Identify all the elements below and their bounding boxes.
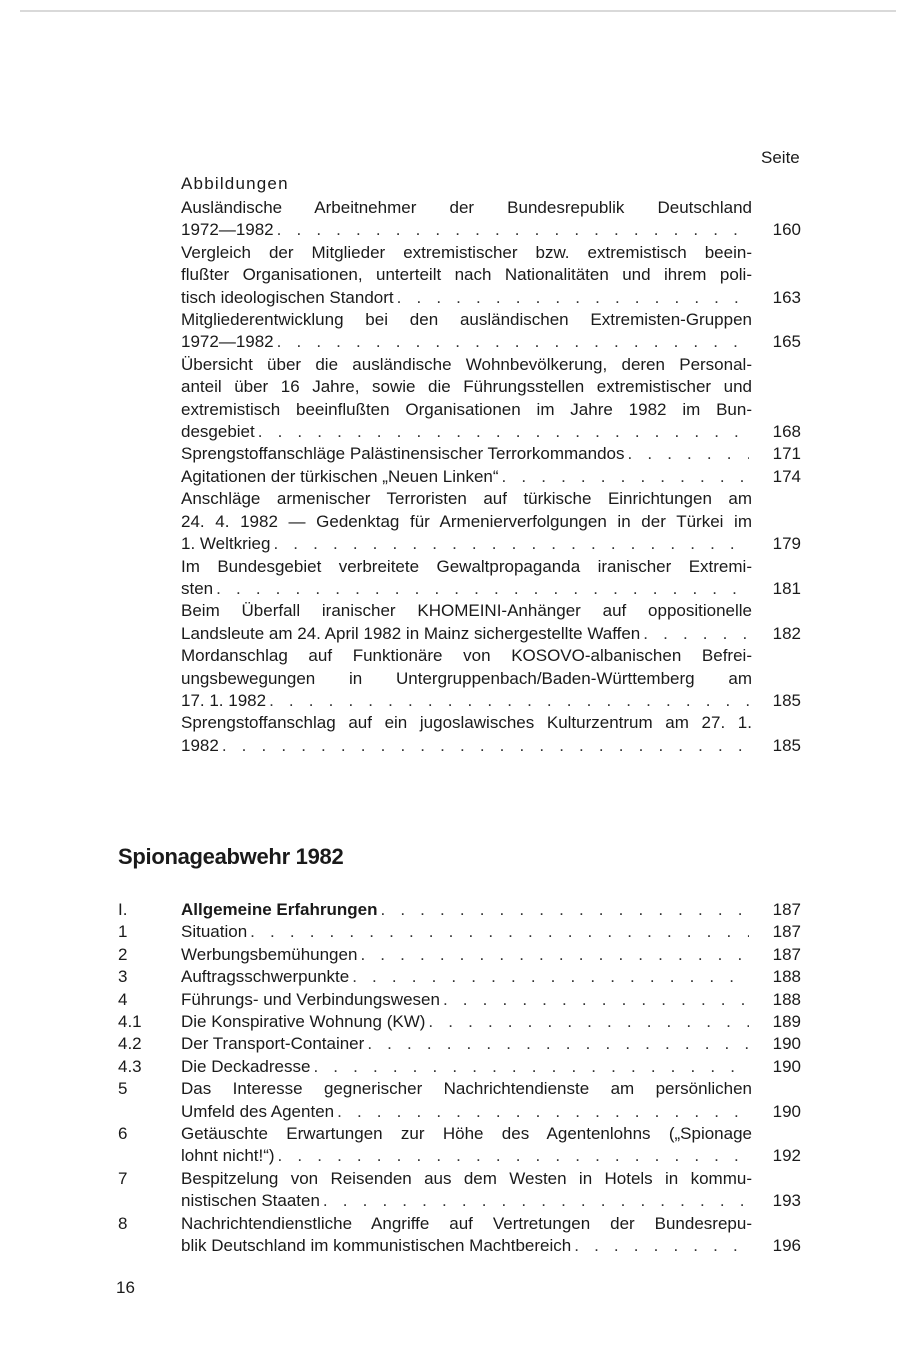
page-ref: 193 — [772, 1191, 801, 1211]
dot-leader — [380, 899, 749, 921]
entry-text-line: Führungs- und Verbindungswesen — [181, 989, 440, 1009]
entry-text-line: sten — [181, 578, 214, 598]
toc-entry-number: 1 — [118, 922, 128, 942]
toc-entry-number: 3 — [118, 967, 128, 987]
dot-leader — [352, 966, 749, 988]
page-ref: 185 — [772, 735, 801, 755]
figure-entry — [181, 466, 801, 488]
page-ref: 160 — [772, 220, 801, 240]
figure-entry — [181, 600, 801, 645]
page-ref: 187 — [772, 922, 801, 942]
page-ref: 189 — [772, 1012, 801, 1032]
entry-text-line: Die Konspirative Wohnung (KW) — [181, 1012, 426, 1032]
seite-column-label: Seite — [761, 148, 800, 167]
section-title: Spionageabwehr 1982 — [118, 844, 344, 869]
toc-entry — [118, 1011, 801, 1033]
scan-edge-line — [20, 10, 896, 12]
figure-entry — [181, 309, 801, 354]
entry-text-line: Allgemeine Erfahrungen — [181, 900, 378, 919]
entry-text-line: 1972—1982 — [181, 332, 274, 352]
page-ref: 192 — [772, 1146, 801, 1166]
entry-text-line: Der Transport-Container — [181, 1034, 365, 1054]
toc-entry — [118, 1123, 801, 1168]
toc-entry — [118, 989, 801, 1011]
dot-leader — [337, 1101, 749, 1123]
entry-text-line: 1. Weltkrieg — [181, 534, 271, 554]
toc-entry-number: 4.3 — [118, 1056, 142, 1076]
page-ref: 181 — [772, 578, 801, 598]
dot-leader — [273, 533, 749, 555]
dot-leader — [258, 421, 749, 443]
page-ref: 174 — [772, 466, 801, 486]
entry-text-line: tisch ideologischen Standort — [181, 287, 394, 307]
entry-text-line: ungsbewegungen in Untergruppenbach/Baden-Württemberg am — [181, 668, 752, 688]
toc-entry — [118, 1033, 801, 1055]
toc-entry — [118, 1078, 801, 1123]
toc-entry — [118, 944, 801, 966]
entry-text-line: 24. 4. 1982 — Gedenktag für Armenierverfolgungen in der Türkei im — [181, 511, 752, 531]
entry-text-line: Anschläge armenischer Terroristen auf türkische Einrichtungen am — [181, 489, 752, 509]
dot-leader — [216, 578, 749, 600]
page-ref: 188 — [772, 989, 801, 1009]
dot-leader — [428, 1011, 749, 1033]
toc-entry-number: 4 — [118, 989, 128, 1009]
page-ref: 187 — [772, 944, 801, 964]
toc-entry — [118, 1213, 801, 1258]
toc-entry — [118, 899, 801, 921]
figure-entry — [181, 488, 801, 555]
dot-leader — [628, 443, 749, 465]
entry-text-line: blik Deutschland im kommunistischen Machtbereich — [181, 1236, 572, 1256]
entry-text-line: Mordanschlag auf Funktionäre von KOSOVO-albanischen Befrei- — [181, 646, 752, 666]
entry-text-line: nistischen Staaten — [181, 1191, 320, 1211]
figure-entry — [181, 242, 801, 309]
entry-text-line: Auftragsschwerpunkte — [181, 967, 350, 987]
toc-entry-number: 7 — [118, 1168, 128, 1188]
dot-leader — [367, 1033, 749, 1055]
figure-entry — [181, 443, 801, 465]
entry-text-line: Sprengstoffanschlag auf ein jugoslawisches Kulturzentrum am 27. 1. — [181, 713, 752, 733]
toc-entry-number: 4.2 — [118, 1034, 142, 1054]
entry-text-line: Beim Überfall iranischer KHOMEINI-Anhänger auf oppositionelle — [181, 601, 752, 621]
toc-entry — [118, 1056, 801, 1078]
page-number: 16 — [116, 1278, 135, 1297]
entry-text-line: Agitationen der türkischen „Neuen Linken“ — [181, 466, 499, 486]
toc-entry — [118, 1168, 801, 1213]
entry-text-line: extremistisch beeinflußten Organisationen im Jahre 1982 im Bun- — [181, 399, 752, 419]
dot-leader — [323, 1190, 749, 1212]
toc-entry — [118, 921, 801, 943]
page-ref: 165 — [772, 332, 801, 352]
entry-text-line: 1972—1982 — [181, 220, 274, 240]
figure-entry — [181, 712, 801, 757]
entry-text-line: Landsleute am 24. April 1982 in Mainz sichergestellte Waffen — [181, 623, 641, 643]
entry-text-line: flußter Organisationen, unterteilt nach Nationalitäten und ihrem poli- — [181, 265, 752, 285]
entry-text-line: Sprengstoffanschläge Palästinensischer Terrorkommandos — [181, 444, 625, 464]
dot-leader — [278, 1145, 749, 1167]
toc-entry-number: 4.1 — [118, 1012, 142, 1032]
page-ref: 182 — [772, 623, 801, 643]
dot-leader — [443, 989, 749, 1011]
figure-entry — [181, 197, 801, 242]
entry-text-line: Getäuschte Erwartungen zur Höhe des Agentenlohns („Spionage — [181, 1124, 752, 1144]
entry-text-line: 17. 1. 1982 — [181, 690, 267, 710]
entry-text-line: Übersicht über die ausländische Wohnbevölkerung, deren Personal- — [181, 354, 752, 374]
dot-leader — [313, 1056, 749, 1078]
entry-text-line: Vergleich der Mitglieder extremistischer bzw. extremistisch beein- — [181, 242, 752, 262]
entry-text-line: Werbungsbemühungen — [181, 944, 358, 964]
page-ref: 179 — [772, 534, 801, 554]
entry-text-line: Das Interesse gegnerischer Nachrichtendienste am persönlichen — [181, 1079, 752, 1099]
entry-text-line: Umfeld des Agenten — [181, 1101, 335, 1121]
abbildungen-list — [181, 197, 801, 757]
entry-text-line: Situation — [181, 922, 248, 942]
dot-leader — [574, 1235, 749, 1257]
dot-leader — [250, 921, 749, 943]
toc-entry — [118, 966, 801, 988]
dot-leader — [222, 735, 749, 757]
dot-leader — [277, 331, 749, 353]
dot-leader — [277, 219, 749, 241]
entry-text-line: Die Deckadresse — [181, 1056, 311, 1076]
entry-text-line: Im Bundesgebiet verbreitete Gewaltpropaganda iranischer Extremi- — [181, 556, 752, 576]
entry-text-line: anteil über 16 Jahre, sowie die Führungsstellen extremistischer und — [181, 377, 752, 397]
entry-text-line: Ausländische Arbeitnehmer der Bundesrepublik Deutschland — [181, 198, 752, 217]
page-ref: 185 — [772, 690, 801, 710]
page-ref: 190 — [772, 1101, 801, 1121]
page-ref: 171 — [772, 444, 801, 464]
abbildungen-heading: Abbildungen — [181, 174, 289, 193]
spionageabwehr-toc — [118, 899, 801, 1258]
page-ref: 196 — [772, 1236, 801, 1256]
dot-leader — [502, 466, 749, 488]
dot-leader — [643, 623, 749, 645]
entry-text-line: Mitgliederentwicklung bei den ausländischen Extremisten-Gruppen — [181, 310, 752, 330]
figure-entry — [181, 645, 801, 712]
page-ref: 187 — [772, 900, 801, 919]
figure-entry — [181, 556, 801, 601]
entry-text-line: desgebiet — [181, 422, 255, 442]
figure-entry — [181, 354, 801, 444]
toc-entry-number: 2 — [118, 944, 128, 964]
toc-entry-number: 5 — [118, 1079, 128, 1099]
page-ref: 163 — [772, 287, 801, 307]
page-ref: 188 — [772, 967, 801, 987]
entry-text-line: 1982 — [181, 735, 219, 755]
page-ref: 190 — [772, 1056, 801, 1076]
toc-entry-number: I. — [118, 900, 128, 919]
dot-leader — [397, 287, 749, 309]
dot-leader — [269, 690, 749, 712]
entry-text-line: Nachrichtendienstliche Angriffe auf Vertretungen der Bundesrepu- — [181, 1213, 752, 1233]
toc-entry-number: 6 — [118, 1124, 128, 1144]
page-ref: 190 — [772, 1034, 801, 1054]
toc-entry-number: 8 — [118, 1213, 128, 1233]
entry-text-line: lohnt nicht!“) — [181, 1146, 275, 1166]
entry-text-line: Bespitzelung von Reisenden aus dem Westen in Hotels in kommu- — [181, 1168, 752, 1188]
dot-leader — [360, 944, 749, 966]
page-ref: 168 — [772, 422, 801, 442]
